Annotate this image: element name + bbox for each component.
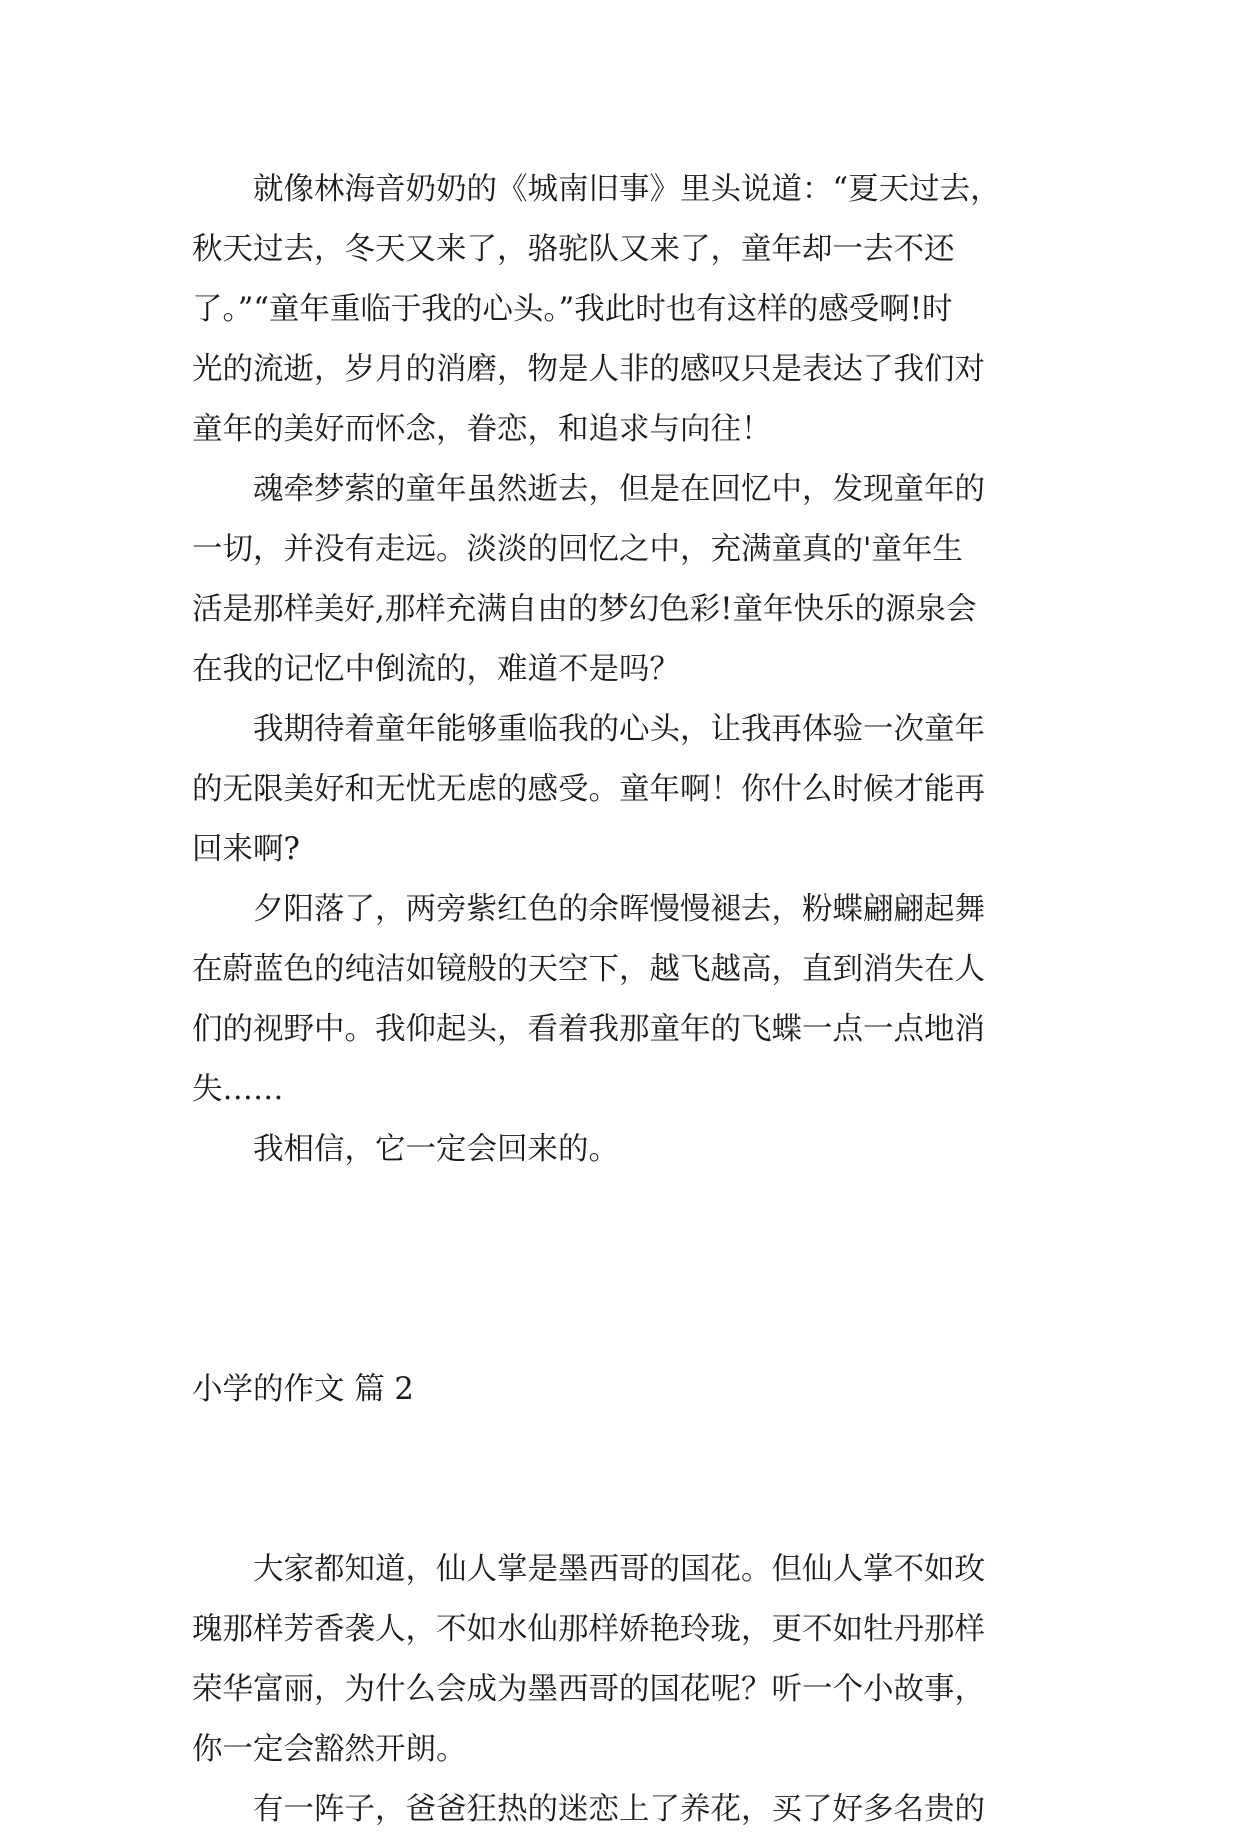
paragraph-1: [192, 160, 1062, 460]
paragraph-line: 回来啊?: [192, 832, 300, 867]
paragraph-line: 瑰那样芳香袭人，不如水仙那样娇艳玲珑，更不如牡丹那样: [192, 1612, 985, 1647]
paragraph-line: 的无限美好和无忧无虑的感受。童年啊！你什么时候才能再: [192, 772, 985, 807]
heading-text: 小学的作文 篇 2: [192, 1372, 414, 1407]
paragraph-line: 活是那样美好,那样充满自由的梦幻色彩!童年快乐的源泉会: [192, 592, 977, 627]
paragraph-line: 你一定会豁然开朗。: [192, 1732, 467, 1767]
paragraph-2: [192, 460, 1062, 700]
paragraph-line: 有一阵子，爸爸狂热的迷恋上了养花，买了好多名贵的: [253, 1792, 985, 1827]
paragraph-line: 光的流逝，岁月的消磨，物是人非的感叹只是表达了我们对: [192, 352, 985, 387]
paragraph-line: 我期待着童年能够重临我的心头，让我再体验一次童年: [253, 712, 985, 747]
paragraph-line: 童年的美好而怀念，眷恋，和追求与向往！: [192, 412, 772, 447]
paragraph-5: [192, 1120, 1062, 1180]
paragraph-line: 在蔚蓝色的纯洁如镜般的天空下，越飞越高，直到消失在人: [192, 952, 985, 987]
paragraph-line: 荣华富丽，为什么会成为墨西哥的国花呢？听一个小故事，: [192, 1672, 985, 1707]
section-heading: [192, 1240, 1062, 1540]
paragraph-3: [192, 700, 1062, 880]
paragraph-line: 了。”“童年重临于我的心头。”我此时也有这样的感受啊!时: [192, 292, 953, 327]
paragraph-line: 在我的记忆中倒流的，难道不是吗？: [192, 652, 680, 687]
paragraph-line: 一切，并没有走远。淡淡的回忆之中，充满童真的'童年生: [192, 532, 963, 567]
paragraph-line: 们的视野中。我仰起头，看着我那童年的飞蝶一点一点地消: [192, 1012, 985, 1047]
paragraph-line: 夕阳落了，两旁紫红色的余晖慢慢褪去，粉蝶翩翩起舞: [253, 892, 985, 927]
paragraph-line: 就像林海音奶奶的《城南旧事》里头说道：“夏天过去，: [253, 172, 1001, 207]
paragraph-line: 失……: [192, 1072, 284, 1107]
paragraph-7: [192, 1780, 1062, 1840]
paragraph-line: 我相信，它一定会回来的。: [253, 1132, 619, 1167]
paragraph-line: 魂牵梦萦的童年虽然逝去，但是在回忆中，发现童年的: [253, 472, 985, 507]
document-body: [192, 160, 1062, 1840]
paragraph-6: [192, 1540, 1062, 1780]
paragraph-line: 大家都知道，仙人掌是墨西哥的国花。但仙人掌不如玫: [253, 1552, 985, 1587]
paragraph-line: 秋天过去，冬天又来了，骆驼队又来了，童年却一去不还: [192, 232, 955, 267]
paragraph-4: [192, 880, 1062, 1120]
